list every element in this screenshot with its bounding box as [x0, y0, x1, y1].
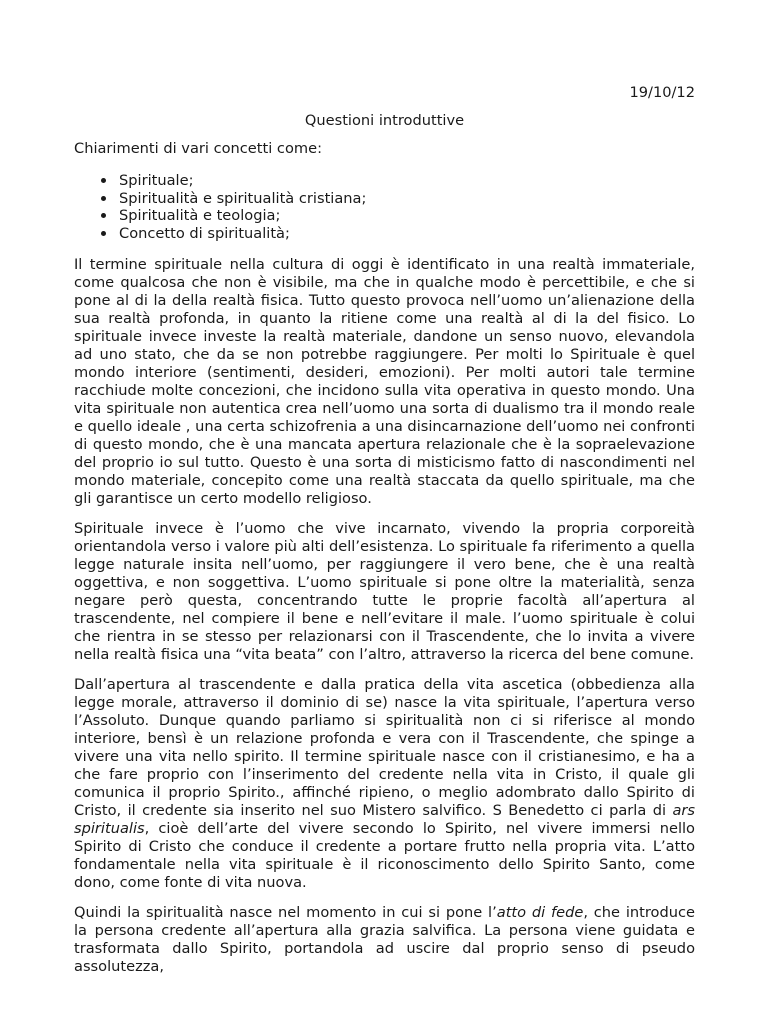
paragraph-4-text-b: , che introduce la persona credente all’apertura alla grazia salvifica. La persona viene guidata e trasformata dallo Spirito, portandola ad uscire dal proprio senso di pseudo assolutezza, — [74, 904, 695, 975]
paragraph-2: Spirituale invece è l’uomo che vive incarnato, vivendo la propria corporeità orientandola verso i valore più alti dell’esistenza. Lo spirituale fa riferimento a quella legge naturale insita nell’uomo, per raggiungere il vero bene, che è una realtà oggettiva, e non soggettiva. L’uomo spirituale si pone oltre la materialità, senza negare però questa, concentrando tutte le proprie facoltà all’apertura al trascendente, nel compiere il bene e nell’evitare il male. l’uomo spirituale è colui che rientra in se stesso per relazionarsi con il Trascendente, che lo invita a vivere nella realtà fisica una “vita beata” con l’altro, attraverso la ricerca del bene comune. — [74, 520, 695, 663]
document-date: 19/10/12 — [629, 84, 695, 101]
paragraph-3-text-a: Dall’apertura al trascendente e dalla pratica della vita ascetica (obbedienza alla legge morale, attraverso il dominio di se) nasce la vita spirituale, l’apertura verso l’Assoluto. Dunque quando parliamo si spiritualità non ci si riferisce al mondo interiore, bensì è un relazione profonda e vera con il Trascendente, che spinge a vivere una vita nello spirito. Il termine spirituale nasce con il cristianesimo, e ha a che fare proprio con l’inserimento del credente nella vita in Cristo, il quale gli comunica il proprio Spirito., affinché ripieno, o meglio adombrato dallo Spirito di Cristo, il credente sia inserito nel suo Mistero salvifico. S Benedetto ci parla di — [74, 676, 695, 819]
paragraph-1: Il termine spirituale nella cultura di oggi è identificato in una realtà immateriale, come qualcosa che non è visibile, ma che in qualche modo è percettibile, e che si pone al di la della realtà fisica. Tutto questo provoca nell’uomo un’alienazione della sua realtà profonda, in quanto la ritiene come una realtà al di la del fisico. Lo spirituale invece investe la realtà materiale, dandone un senso nuovo, elevandola ad uno stato, che da se non potrebbe raggiungere. Per molti lo Spirituale è quel mondo interiore (sentimenti, desideri, emozioni). Per molti autori tale termine racchiude molte concezioni, che incidono sulla vita operativa in questo mondo. Una vita spirituale non autentica crea nell’uomo una sorta di dualismo tra il mondo reale e quello ideale , una certa schizofrenia a una disincarnazione dell’uomo nei confronti di questo mondo, che è una mancata apertura relazionale che è la sopraelevazione del proprio io sul tutto. Questo è una sorta di misticismo fatto di nascondimenti nel mondo materiale, concepito come una realtà staccata da quello spirituale, ma che gli garantisce un certo modello religioso. — [74, 256, 695, 507]
paragraph-4-text-a: Quindi la spiritualità nasce nel momento in cui si pone l’ — [74, 904, 497, 921]
concept-list — [74, 172, 695, 242]
list-item: Spiritualità e teologia; — [119, 207, 695, 225]
paragraph-3-text-b: , cioè dell’arte del vivere secondo lo Spirito, nel vivere immersi nello Spirito di Cristo che conduce il credente a portare frutto nella propria vita. L’atto fondamentale nella vita spirituale è il riconoscimento dello Spirito Santo, come dono, come fonte di vita nuova. — [74, 820, 695, 891]
list-item: Spirituale; — [119, 172, 695, 190]
list-item: Spiritualità e spiritualità cristiana; — [119, 190, 695, 208]
document-title: Questioni introduttive — [304, 112, 465, 129]
paragraph-3-italic: ars spiritualis — [74, 802, 695, 837]
document-page — [74, 84, 695, 988]
paragraph-4-italic: atto di fede — [496, 904, 584, 921]
paragraph-3 — [74, 676, 695, 892]
list-item: Concetto di spiritualità; — [119, 225, 695, 243]
intro-line: Chiarimenti di vari concetti come: — [74, 140, 322, 157]
paragraph-4 — [74, 904, 695, 976]
